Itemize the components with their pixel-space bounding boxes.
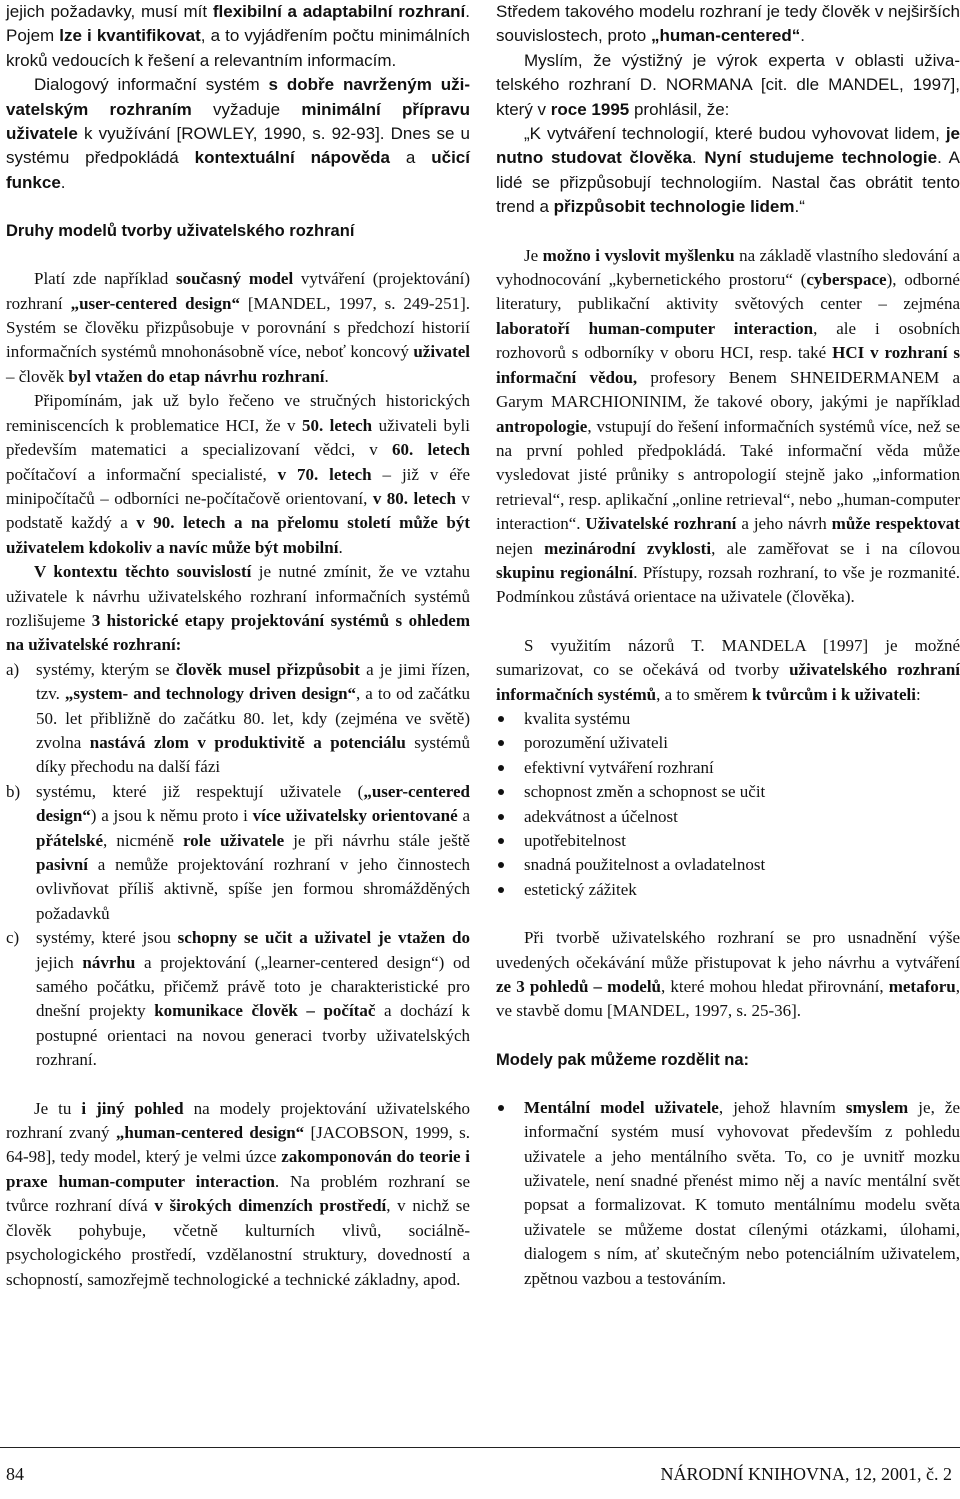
list-item: estetický zážitek (496, 878, 960, 902)
section-heading: Modely pak můžeme rozdělit na: (496, 1050, 750, 1069)
expectations-list (496, 707, 960, 902)
paragraph: Platí zde například současný model vytváření (projektování) rozhraní „user-centered design“ [MANDEL, 1997, s. 249-251]. Systém se člověku přizpůsobuje v porovnání s předchozí historií informačních systémů mnohonásobně více, neboť koncový uživatel – člověk byl vtažen do etap návrhu rozhraní. (6, 269, 470, 386)
page-number: 84 (6, 1464, 24, 1484)
paragraph: S využitím názorů T. MANDELA [1997] je možné sumarizovat, co se očekává od tvorby uživatelského rozhraní informačních systémů, a to směrem k tvůrcům i k uživateli: (496, 635, 960, 704)
list-item: schopnost změn a schopnost se učit (496, 780, 960, 804)
list-item: Mentální model uživatele, jehož hlavním smyslem je, že informační systém musí vyhovovat především z pohledu uživatele a jeho mentálního světa. To, co je uvnitř mozku uživatele, není snadné přenést mimo něj a navíc mentální svět popsat a formalizovat. K tomuto mentálnímu modelu světa uživatele se můžeme dostat cílenými otázkami, úlohami, dialogem s ním, ať skutečným nebo potenciálním uživatelem, zpětnou vazbou a testováním. (496, 1096, 960, 1291)
list-marker: a) (6, 659, 20, 679)
footer-rule (0, 1447, 960, 1448)
right-column (496, 0, 960, 1291)
list-item: adekvátnost a účelnost (496, 805, 960, 829)
list-item: c) systémy, které jsou schopny se učit a uživatel je vtažen do jejich návrhu a projektování („learner-centered design“) od samého počátku, přičemž právě toto je charakteristické pro dnešní projekty komunikace člověk – počítač a dochází k postupné orientaci na novou generaci tvorby uživatelských rozhraní. (6, 928, 471, 1070)
list-item: efektivní vytváření rozhraní (496, 756, 960, 780)
paragraph: Dialogový informační systém s dobře navrženým uživatelským rozhraním vyžaduje minimální přípravu uživatele k využívání [ROWLEY, 1990, s. 92-93]. Dnes se u systému předpokládá kontextuální nápověda a učicí funkce. (6, 75, 470, 192)
paragraph: Myslím, že výstižný je výrok experta v oblasti uživatelského rozhraní D. NORMANA [cit. dle MANDEL, 1997], který v roce 1995 prohlásil, že: (496, 50, 960, 119)
running-footer: NÁRODNÍ KNIHOVNA, 12, 2001, č. 2 (660, 1464, 952, 1484)
quote: „K vytváření technologií, které budou vyhovovat lidem, je nutno studovat člověka. Nyní studujeme technologie. A lidé se přizpůsobují technologiím. Nastal čas obrátit tento trend a přizpůsobit technologie lidem.“ (496, 124, 960, 217)
section-heading: Druhy modelů tvorby uživatelského rozhraní (6, 222, 355, 241)
paragraph: jejich požadavky, musí mít flexibilní a adaptabilní rozhraní. Pojem lze i kvantifikovat, a to vyjádřením počtu minimálních kroků vedoucích k řešení a relevantním informacím. (6, 2, 470, 70)
models-list (496, 1096, 960, 1291)
list-marker: c) (6, 928, 20, 948)
paragraph: Středem takového modelu rozhraní je tedy člověk v nejširších souvislostech, proto „human-centered“. (496, 2, 960, 46)
paragraph: Je možno i vyslovit myšlenku na základě vlastního sledování a vyhodnocování „kybernetického prostoru“ (cyberspace), odborné literatury, publikační aktivity světových center – zejména laboratoří human-computer interaction, ale i osobních rozhovorů s odborníky v oboru HCI, resp. také HCI v rozhraní s informační vědou, profesory Benem SHNEIDERMANEM a Garym MARCHIONINIM, že takové obory, jakými je například antropologie, vstupují do řešení informačních systémů více, než se na první pohled předpokládá. Také informační věda může vysledovat jisté průniky s antropologií stejně jako „information retrieval“, resp. aplikační „online retrieval“, nebo „human-computer interaction“. Uživatelské rozhraní a jeho návrh může respektovat nejen mezinárodní zvyklosti, ale zaměřovat se i na cílovou skupinu regionální. Přístupy, rozsah rozhraní, to vše je rozmanité. Podmínkou zůstává orientace na uživatele (člověka). (496, 245, 960, 607)
stages-list (6, 658, 470, 1073)
list-marker: b) (6, 781, 21, 801)
list-item: a) systémy, kterým se člověk musel přizpůsobit a je jimi řízen, tzv. „system- and technology driven design“, a to od začátku 50. let přibližně do začátku 80. let, kdy (zejména ve světě) zvolna nastává zlom v produktivitě a potenciálu systémů díky přechodu na další fázi (6, 659, 471, 777)
list-item: kvalita systému (496, 707, 960, 731)
paragraph: Připomínám, jak už bylo řečeno ve stručných historických reminiscencích k problematice HCI, že v 50. letech uživateli byli především matematici a specializovaní vědci, v 60. letech počítačoví a informační specialisté, v 70. letech – již v éře minipočítačů – odborníci ne-počítačově orientovaní, v 80. letech v podstatě každý a v 90. letech a na přelomu století může být uživatelem kdokoliv a navíc může být mobilní. (6, 391, 470, 557)
list-item: b) systému, které již respektují uživatele („user-centered design“) a jsou k němu proto i více uživatelsky orientované a přátelské, nicméně role uživatele je při návrhu stále ještě pasivní a nemůže projektování rozhraní v jeho činnostech ovlivňovat příliš aktivně, spíše jen formou shromážděných požadavků (6, 781, 471, 923)
paragraph: Při tvorbě uživatelského rozhraní se pro usnadnění výše uvedených očekávání může přistupovat k jeho návrhu a vytváření ze 3 pohledů – modelů, které mohou hledat přirovnání, metaforu, ve stavbě domu [MANDEL, 1997, s. 25-36]. (496, 928, 960, 1021)
list-item: snadná použitelnost a ovladatelnost (496, 853, 960, 877)
left-column (6, 0, 470, 1292)
paragraph: Je tu i jiný pohled na modely projektování uživatelského rozhraní zvaný „human-centered design“ [JACOBSON, 1999, s. 64-98], tedy model, který je velmi úzce zakomponován do teorie i praxe human-computer interaction. Na problém rozhraní se tvůrce rozhraní dívá v širokých dimenzích prostředí, v nichž se člověk pohybuje, včetně kulturních vlivů, sociálně-psychologického prostředí, vzdělanostní struktury, dovedností a schopností, samozřejmě technologické a technické základny, apod. (6, 1098, 471, 1289)
list-item: porozumění uživateli (496, 731, 960, 755)
list-item: upotřebitelnost (496, 829, 960, 853)
paragraph: V kontextu těchto souvislostí je nutné zmínit, že ve vztahu uživatele k návrhu uživatelského rozhraní informačních systémů rozlišujeme 3 historické etapy projektování systémů s ohledem na uživatelské rozhraní: (6, 562, 470, 655)
